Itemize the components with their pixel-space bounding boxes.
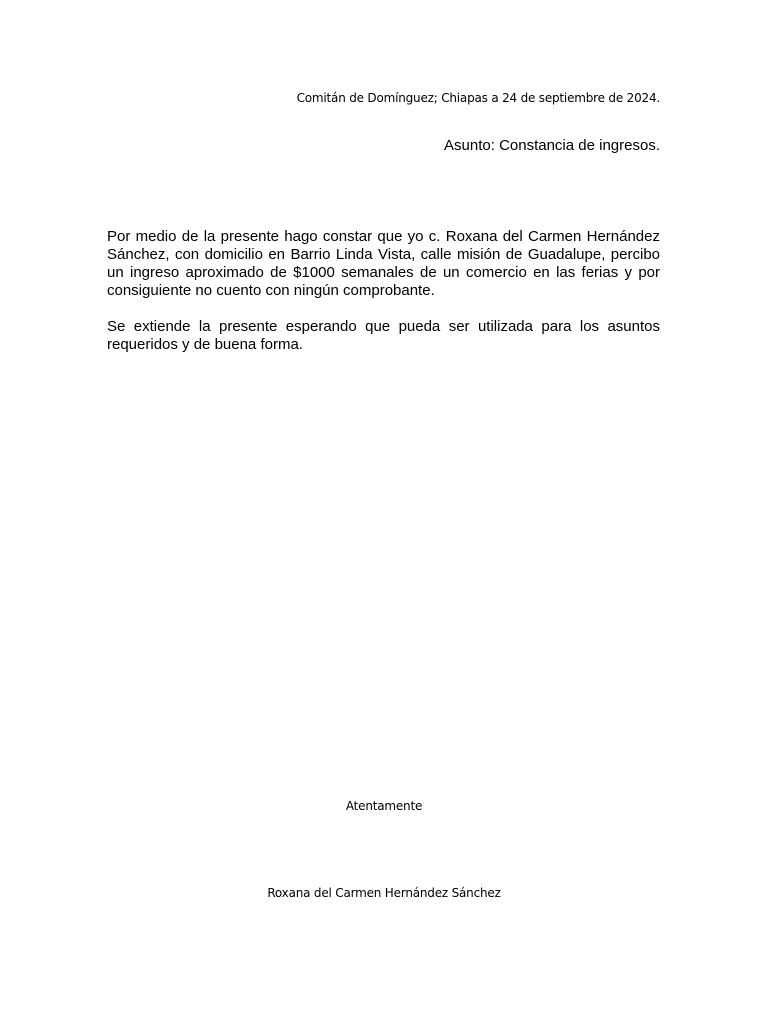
- body-paragraph-1: Por medio de la presente hago constar que yo c. Roxana del Carmen Hernández Sánchez, con domicilio en Barrio Linda Vista, calle misión de Guadalupe, percibo un ingreso aproximado de $1000 semanales de un comercio en las ferias y por consiguiente no cuento con ningún comprobante.: [107, 228, 660, 299]
- body-paragraph-2: Se extiende la presente esperando que pueda ser utilizada para los asuntos requeridos y de buena forma.: [107, 318, 660, 353]
- signature-name: Roxana del Carmen Hernández Sánchez: [267, 886, 501, 900]
- closing-salutation: Atentamente: [345, 799, 423, 813]
- subject-line: Asunto: Constancia de ingresos.: [444, 137, 660, 154]
- place-and-date: Comitán de Domínguez; Chiapas a 24 de septiembre de 2024.: [296, 91, 660, 105]
